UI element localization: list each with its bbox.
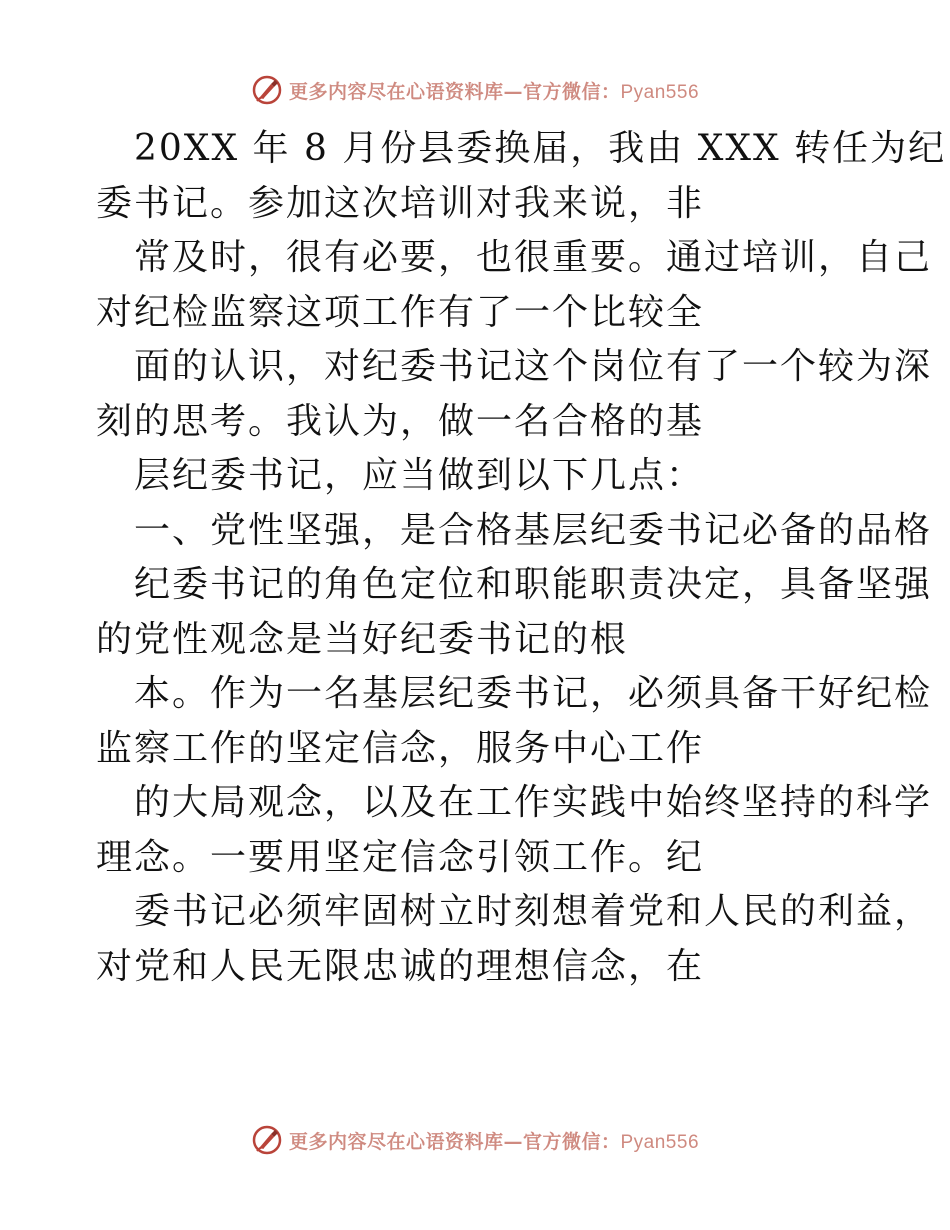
watermark-footer (0, 1120, 950, 1160)
paragraph-line: 理念。一要用坚定信念引领工作。纪 (96, 836, 705, 878)
paragraph-line: 刻的思考。我认为，做一名合格的基 (96, 400, 705, 442)
pen-logo-icon (251, 74, 283, 106)
document-body (96, 122, 947, 994)
watermark-header (0, 70, 950, 110)
watermark-official: 官方微信： (522, 80, 621, 103)
paragraph-line: 的党性观念是当好纪委书记的根 (96, 618, 629, 660)
watermark-handle: Pyan556 (620, 81, 700, 103)
watermark-handle: Pyan556 (620, 1131, 700, 1153)
pen-logo-icon (251, 1124, 283, 1156)
paragraph-line: 的大局观念，以及在工作实践中始终坚持的科学 (134, 782, 933, 823)
paragraph-line: 监察工作的坚定信念，服务中心工作 (96, 727, 705, 769)
watermark-dash: — (503, 1130, 523, 1153)
paragraph-line: 20XX 年 8 月份县委换届，我由 XXX 转任为纪 (134, 128, 947, 169)
paragraph-line: 委书记必须牢固树立时刻想着党和人民的利益， (134, 891, 933, 932)
watermark-dash: — (503, 80, 523, 103)
watermark-official: 官方微信： (522, 1130, 621, 1153)
section-heading: 一、党性坚强，是合格基层纪委书记必备的品格 (134, 509, 933, 551)
watermark-text (289, 1127, 699, 1154)
paragraph-line: 委书记。参加这次培训对我来说，非 (96, 182, 705, 224)
paragraph-line: 常及时，很有必要，也很重要。通过培训，自己 (134, 237, 933, 278)
paragraph-line: 对党和人民无限忠诚的理想信念，在 (96, 945, 705, 987)
watermark-main: 更多内容尽在心语资料库 (288, 80, 504, 103)
paragraph-line: 面的认识，对纪委书记这个岗位有了一个较为深 (134, 346, 933, 387)
paragraph-line: 对纪检监察这项工作有了一个比较全 (96, 291, 705, 333)
paragraph-line: 纪委书记的角色定位和职能职责决定，具备坚强 (134, 564, 933, 605)
paragraph-line: 层纪委书记，应当做到以下几点： (134, 455, 705, 496)
paragraph-line: 本。作为一名基层纪委书记，必须具备干好纪检 (134, 673, 933, 714)
watermark-text (289, 77, 699, 104)
watermark-main: 更多内容尽在心语资料库 (288, 1130, 504, 1153)
